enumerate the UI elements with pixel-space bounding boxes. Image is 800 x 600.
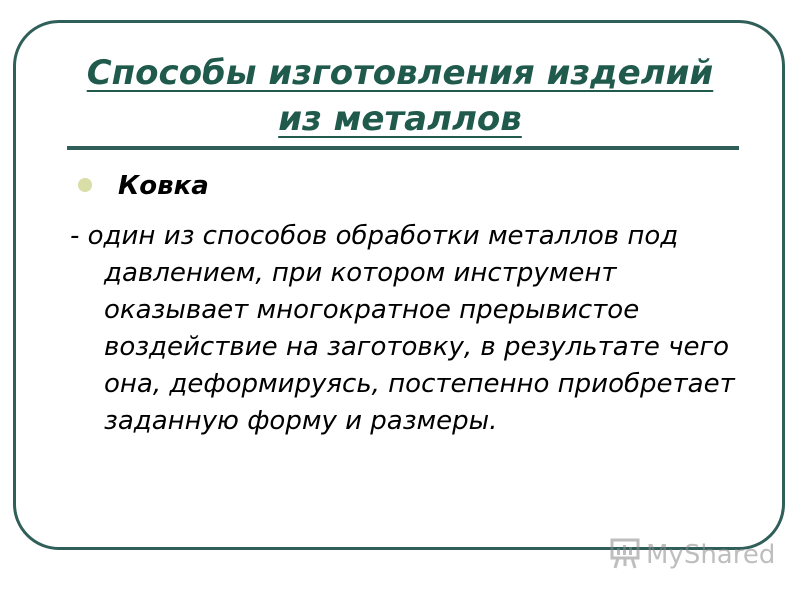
slide-heading: Ковка: [118, 171, 209, 201]
slide-title: Способы изготовления изделий из металлов: [86, 53, 714, 139]
watermark: [608, 535, 775, 575]
watermark-text: MyShared: [646, 540, 776, 570]
slide-body-text: - один из способов обработки металлов под давлением, при котором инструмент оказывает многократное прерывистое воздействие на заготовку, в результате чего она, деформируясь, постепенно приобретает заданную форму и размеры.: [70, 221, 735, 436]
bullet-icon: [78, 178, 92, 192]
presentation-board-icon: [608, 536, 642, 574]
title-divider: [67, 146, 739, 150]
